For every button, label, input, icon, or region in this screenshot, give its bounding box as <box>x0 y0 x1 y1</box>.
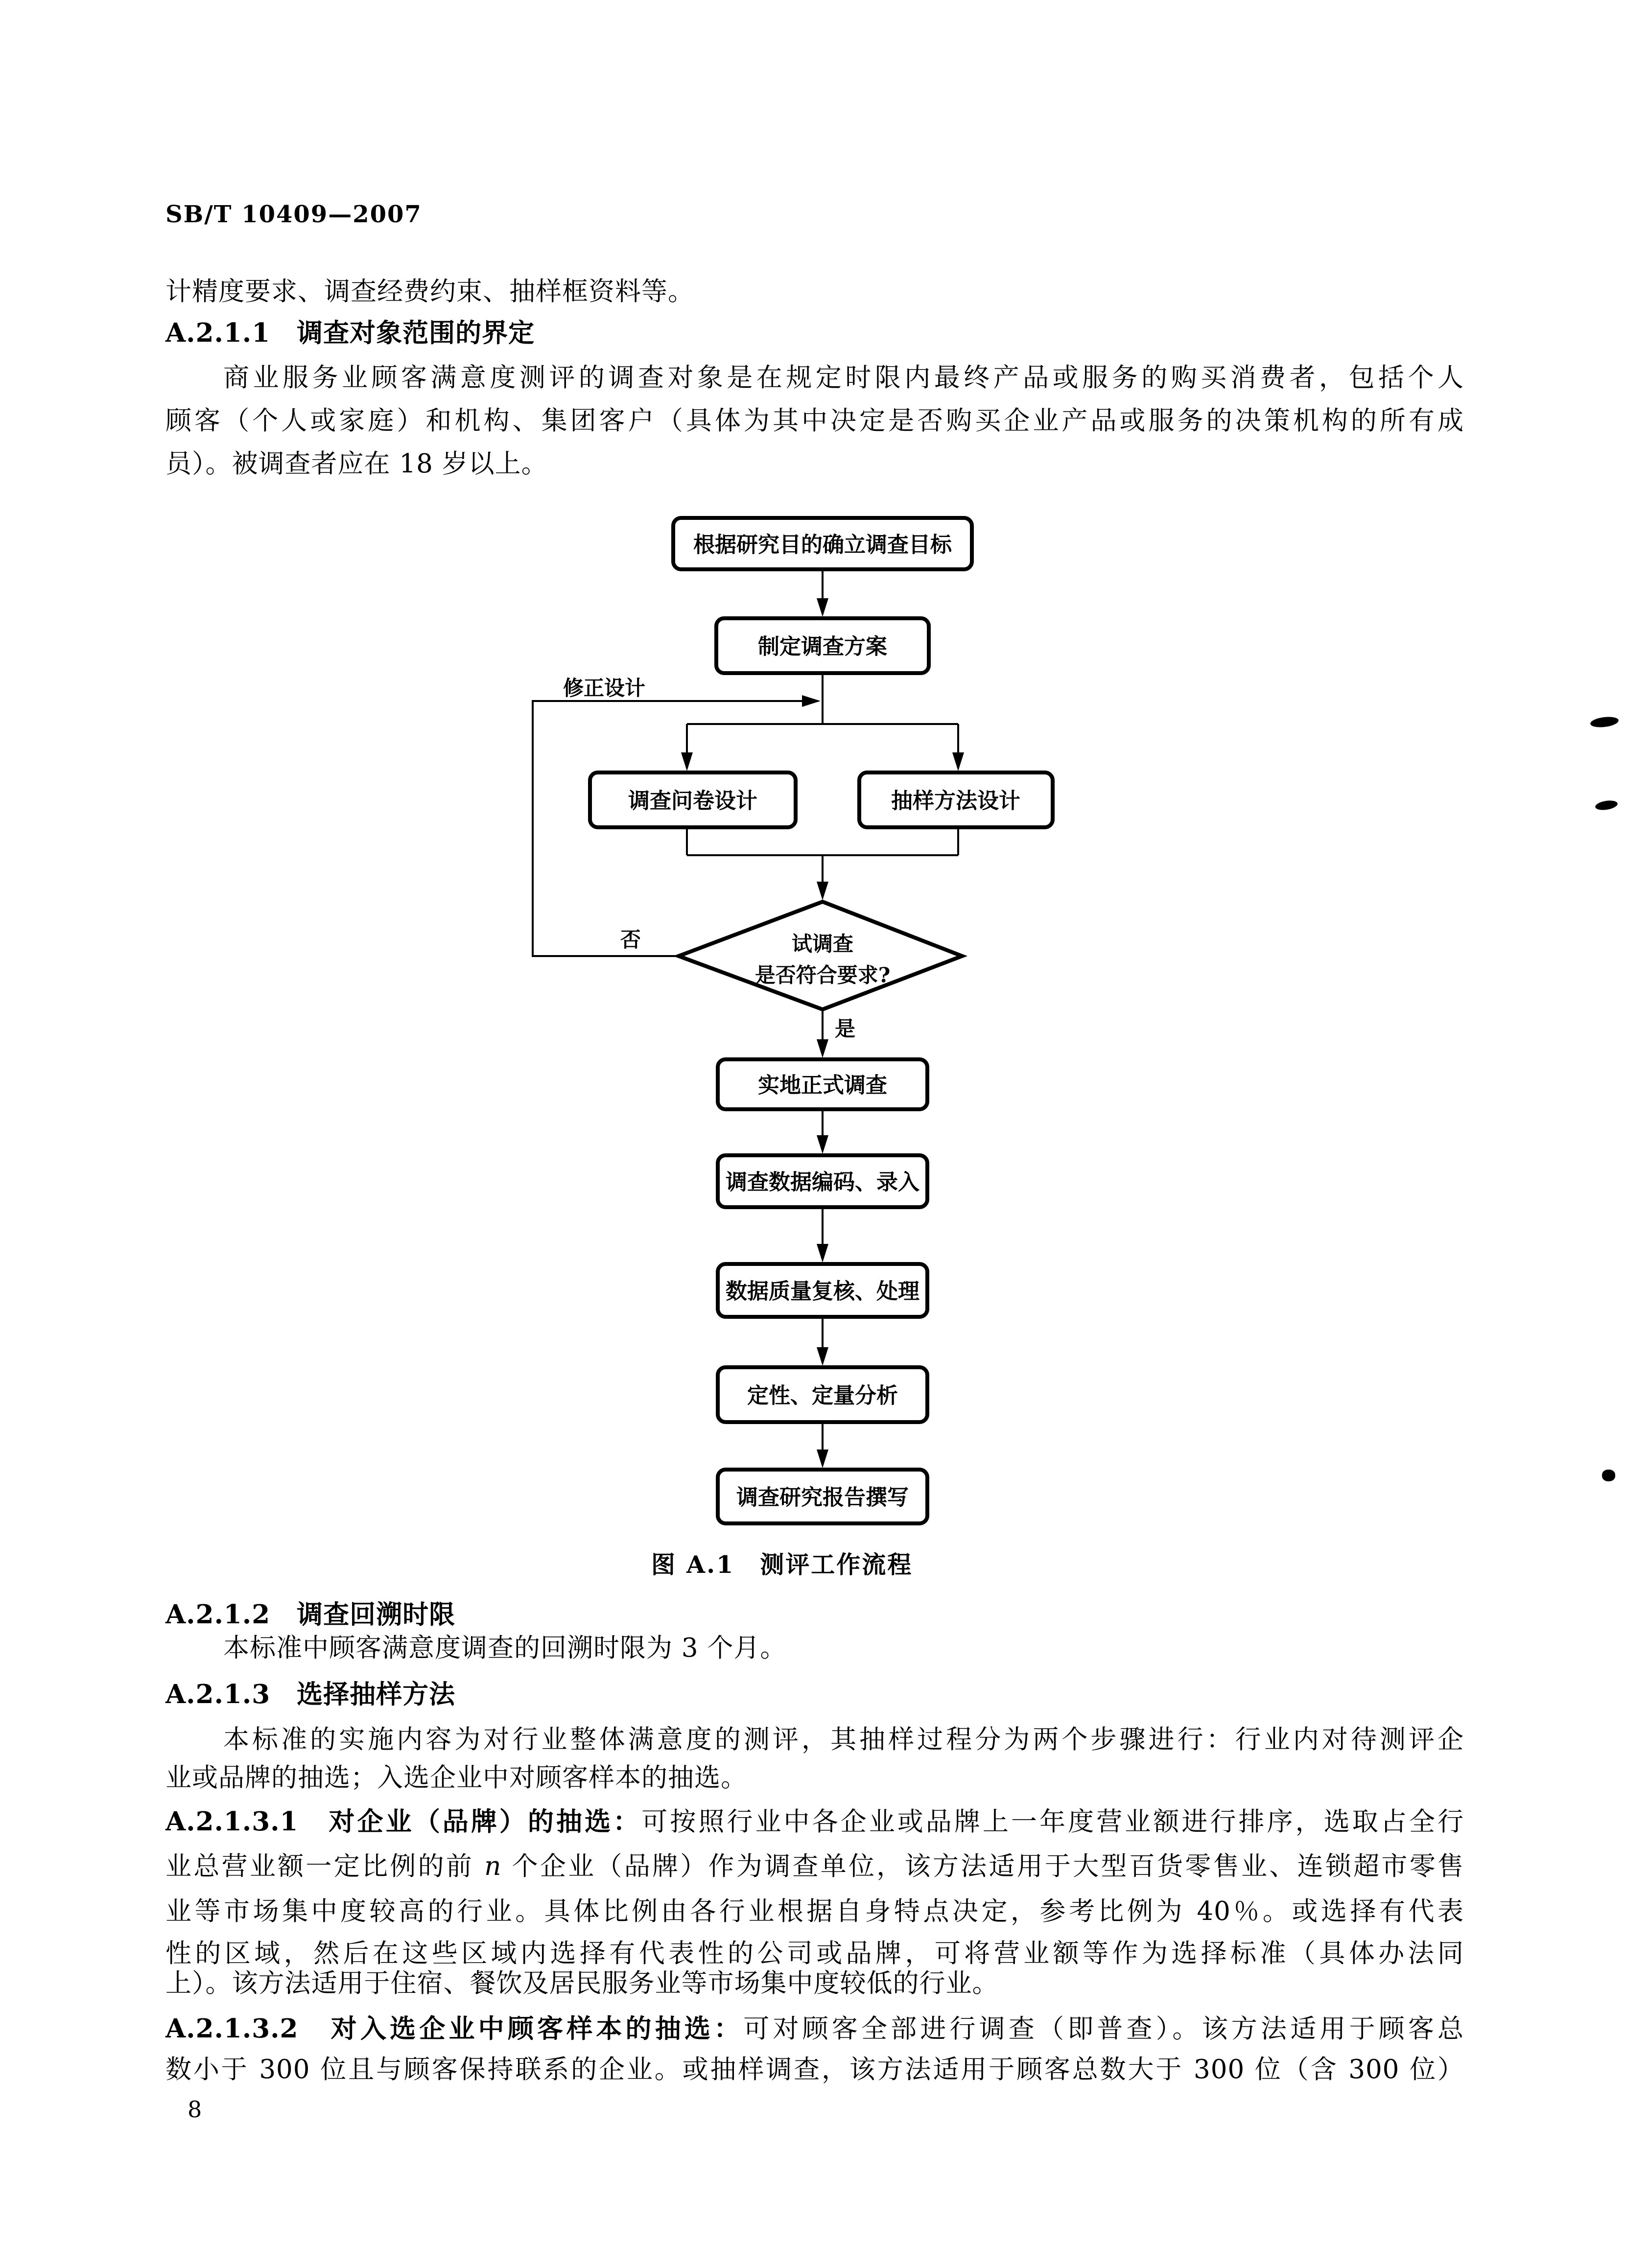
para-a2132-line2: 数小于 300 位且与顾客保持联系的企业。或抽样调查，该方法适用于顾客总数大于 300 位（含 300 位） <box>165 2055 1464 2084</box>
arrowhead-down <box>817 1347 828 1366</box>
para-a213-line1: 本标准的实施内容为对行业整体满意度的测评，其抽样过程分为两个步骤进行：行业内对待测评企 <box>223 1725 1464 1754</box>
arrowhead-down <box>817 1135 828 1154</box>
ink-speck <box>1590 716 1619 729</box>
yes-branch-label: 是 <box>834 1017 856 1041</box>
intro-runover-line: 计精度要求、调查经费约束、抽样框资料等。 <box>165 277 694 306</box>
section-heading-a212: A.2.1.2 调查回溯时限 <box>165 1599 456 1630</box>
para-a212: 本标准中顾客满意度调查的回溯时限为 3 个月。 <box>223 1633 787 1663</box>
arrowhead-down <box>817 1244 828 1263</box>
run-in-heading-a2131: A.2.1.3.1 对企业（品牌）的抽选： <box>165 1806 642 1837</box>
flow-node-plan-label: 制定调查方案 <box>758 634 887 659</box>
flow-decision-label-line2: 是否符合要求? <box>754 963 891 987</box>
ink-speck <box>1602 1470 1615 1481</box>
para-a2131-line4: 性的区域，然后在这些区域内选择有代表性的公司或品牌，可将营业额等作为选择标准（具体办法同 <box>165 1939 1464 1968</box>
flow-node-questionnaire-label: 调查问卷设计 <box>628 788 757 814</box>
flow-node-goal-label: 根据研究目的确立调查目标 <box>693 532 952 558</box>
run-in-heading-a2132: A.2.1.3.2 对入选企业中顾客样本的抽选： <box>165 2013 744 2044</box>
para-a2132-line1 <box>165 2014 1464 2044</box>
section-heading-a213: A.2.1.3 选择抽样方法 <box>165 1679 456 1709</box>
variable-n: n <box>484 1851 502 1881</box>
arrowhead-down <box>681 752 693 771</box>
para-a2132-line1-text: 可对顾客全部进行调查（即普查）。该方法适用于顾客总 <box>743 2014 1464 2044</box>
arrowhead-down <box>817 1450 828 1468</box>
flow-node-quality-label: 数据质量复核、处理 <box>726 1279 919 1304</box>
para-a211-line2: 顾客（个人或家庭）和机构、集团客户（具体为其中决定是否购买企业产品或服务的决策机构的所有成 <box>165 406 1464 436</box>
standard-number-header: SB/T 10409—2007 <box>165 201 422 228</box>
para-a2131-line1-text: 可按照行业中各企业或品牌上一年度营业额进行排序，选取占全行 <box>641 1807 1464 1837</box>
flow-node-analysis-label: 定性、定量分析 <box>747 1383 898 1408</box>
para-a211-line1: 商业服务业顾客满意度测评的调查对象是在规定时限内最终产品或服务的购买消费者，包括个人 <box>223 363 1464 393</box>
arrowhead-down <box>817 598 828 617</box>
flow-decision-label-line1: 试调查 <box>791 932 854 956</box>
arrowhead-down <box>952 752 964 771</box>
flow-node-field-label: 实地正式调查 <box>758 1073 887 1098</box>
para-a2131-line2-post: 个企业（品牌）作为调查单位，该方法适用于大型百货零售业、连锁超市零售 <box>501 1851 1464 1881</box>
flow-node-sampling-label: 抽样方法设计 <box>891 788 1020 814</box>
para-a2131-line1 <box>165 1807 1464 1837</box>
para-a2131-line2 <box>165 1852 1464 1881</box>
para-a2131-line2-pre: 业总营业额一定比例的前 <box>165 1851 485 1881</box>
para-a2131-line5: 上）。该方法适用于住宿、餐饮及居民服务业等市场集中度较低的行业。 <box>165 1968 999 1998</box>
arrowhead-right <box>802 695 821 707</box>
para-a213-line2: 业或品牌的抽选；入选企业中对顾客样本的抽选。 <box>165 1763 747 1793</box>
arrowhead-down <box>817 1039 828 1058</box>
figure-caption: 图 A.1 测评工作流程 <box>651 1550 913 1579</box>
page-number: 8 <box>188 2096 202 2123</box>
no-branch-label: 否 <box>620 928 641 952</box>
measurement-workflow-flowchart <box>509 499 1077 1532</box>
section-heading-a211: A.2.1.1 调查对象范围的界定 <box>165 318 535 348</box>
arrowhead-down <box>817 882 828 900</box>
flow-node-coding-label: 调查数据编码、录入 <box>726 1169 919 1195</box>
flow-node-report-label: 调查研究报告撰写 <box>736 1485 909 1510</box>
revise-design-label: 修正设计 <box>563 676 646 700</box>
para-a2131-line3: 业等市场集中度较高的行业。具体比例由各行业根据自身特点决定，参考比例为 40％。或选择有代表 <box>165 1896 1464 1926</box>
ink-speck <box>1595 799 1618 812</box>
para-a211-line3: 员）。被调查者应在 18 岁以上。 <box>165 449 548 479</box>
